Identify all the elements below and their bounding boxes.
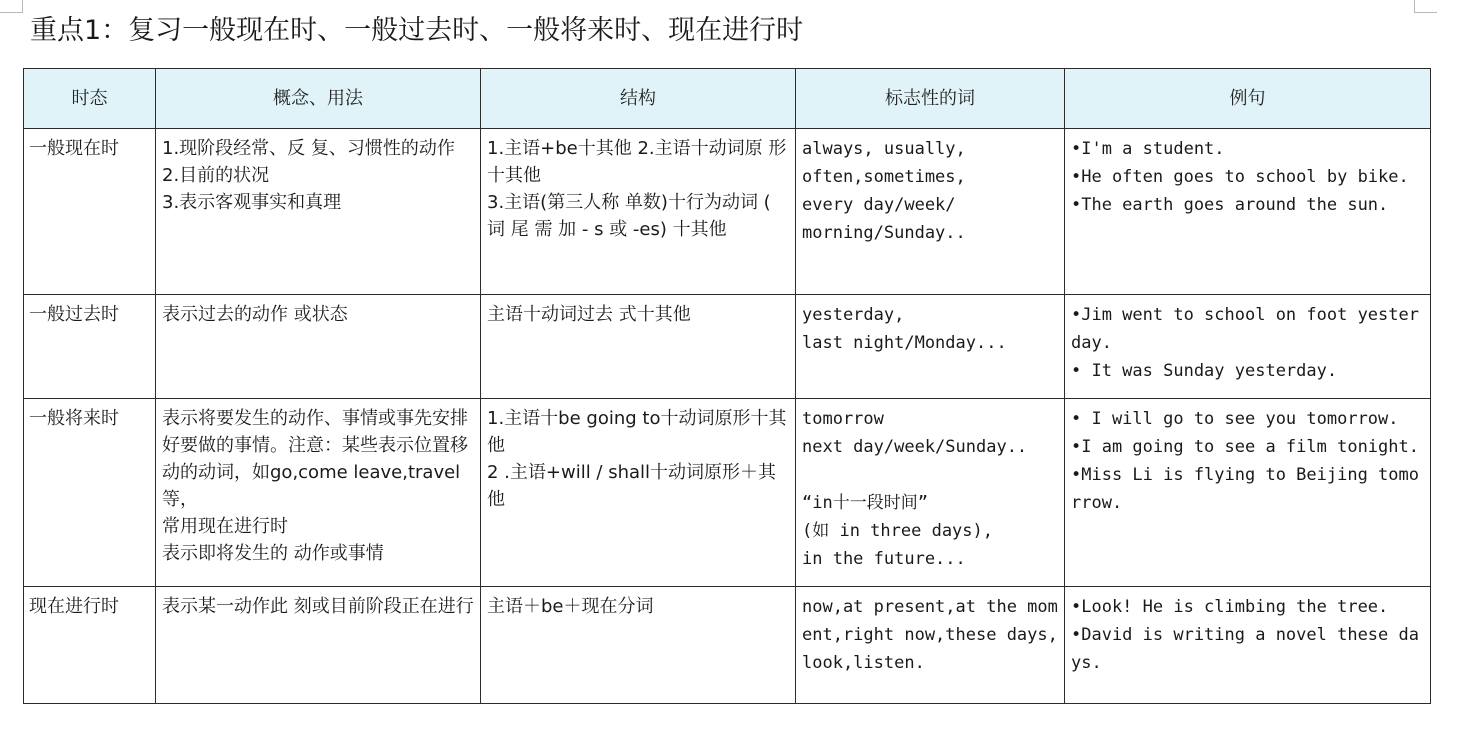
table-row — [24, 129, 1431, 295]
tense-name: 现在进行时 — [29, 596, 119, 617]
signal-words-cell — [796, 129, 1065, 295]
signal-words-cell — [796, 295, 1065, 399]
tense-cell — [24, 587, 156, 704]
table-row — [24, 587, 1431, 704]
structure-cell — [481, 399, 796, 587]
examples-cell — [1065, 295, 1431, 399]
usage-text: 表示过去的动作 或状态 — [162, 304, 348, 325]
signal-words-text: now,at present,at the moment,right now,these days, look,listen. — [802, 597, 1058, 673]
page-title: 重点1：复习一般现在时、一般过去时、一般将来时、现在进行时 — [30, 15, 804, 46]
examples-text: •Jim went to school on foot yesterday. • It was Sunday yesterday. — [1071, 305, 1419, 381]
usage-cell — [156, 587, 481, 704]
usage-text: 表示将要发生的动作、事情或事先安排好要做的事情。注意：某些表示位置移动的动词，如go,come leave,travel等， 常用现在进行时 表示即将发生的 动作或事情 — [162, 408, 468, 564]
tense-table — [23, 68, 1431, 704]
structure-cell — [481, 129, 796, 295]
tense-cell — [24, 399, 156, 587]
page-corner-mark-left — [0, 0, 23, 13]
signal-words-cell — [796, 399, 1065, 587]
usage-cell — [156, 129, 481, 295]
structure-text: 主语十动词过去 式十其他 — [487, 304, 691, 325]
usage-text: 1.现阶段经常、反 复、习惯性的动作 2.目前的状况 3.表示客观事实和真理 — [162, 138, 455, 213]
signal-words-text: always, usually, often,sometimes, every day/week/ morning/Sunday.. — [802, 139, 966, 243]
examples-cell — [1065, 129, 1431, 295]
usage-cell — [156, 399, 481, 587]
examples-cell — [1065, 399, 1431, 587]
signal-words-text: tomorrow next day/week/Sunday.. “in十一段时间” (如 in three days), in the future... — [802, 409, 1028, 569]
header-structure: 结构 — [481, 69, 796, 129]
signal-words-text: yesterday, last night/Monday... — [802, 305, 1007, 353]
header-examples: 例句 — [1065, 69, 1431, 129]
header-usage: 概念、用法 — [156, 69, 481, 129]
tense-name: 一般过去时 — [29, 304, 119, 325]
structure-text: 主语＋be＋现在分词 — [487, 596, 654, 617]
usage-cell — [156, 295, 481, 399]
examples-text: •I'm a student. •He often goes to school by bike. •The earth goes around the sun. — [1071, 139, 1409, 215]
tense-cell — [24, 129, 156, 295]
signal-words-cell — [796, 587, 1065, 704]
examples-text: • I will go to see you tomorrow. •I am going to see a film tonight. •Miss Li is flying to Beijing tomorrow. — [1071, 409, 1419, 513]
table-row — [24, 399, 1431, 587]
examples-text: •Look! He is climbing the tree. •David is writing a novel these days. — [1071, 597, 1419, 673]
structure-text: 1.主语十be going to十动词原形十其 他 2 .主语+will / shall十动词原形＋其他 — [487, 408, 787, 510]
structure-cell — [481, 587, 796, 704]
structure-text: 1.主语+be十其他 2.主语十动词原 形十其他 3.主语(第三人称 单数)十行为动词 ( 词 尾 需 加 - s 或 -es) 十其他 — [487, 138, 787, 240]
table-row — [24, 295, 1431, 399]
examples-cell — [1065, 587, 1431, 704]
header-signal-words: 标志性的词 — [796, 69, 1065, 129]
page-corner-mark-right — [1414, 0, 1437, 13]
tense-name: 一般将来时 — [29, 408, 119, 429]
usage-text: 表示某一动作此 刻或目前阶段正在进行 — [162, 596, 474, 617]
header-tense: 时态 — [24, 69, 156, 129]
table-header-row — [24, 69, 1431, 129]
tense-name: 一般现在时 — [29, 138, 119, 159]
structure-cell — [481, 295, 796, 399]
tense-cell — [24, 295, 156, 399]
